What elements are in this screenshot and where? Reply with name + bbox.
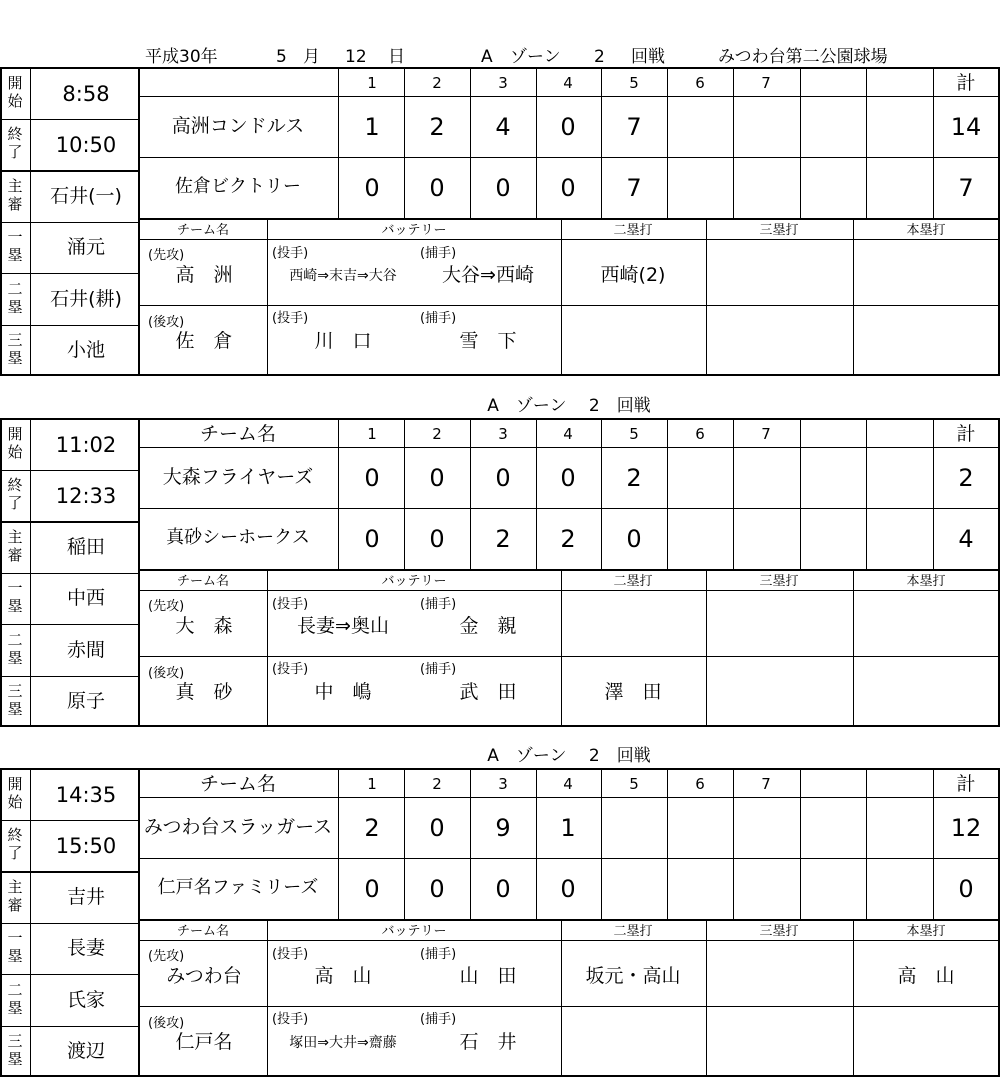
team-2-inning-1-score: 0 <box>364 875 380 903</box>
inning-3-header: 3 <box>498 425 508 443</box>
row-divider <box>140 157 999 158</box>
column-divider <box>338 418 339 570</box>
details-battery-header: バッテリー <box>381 223 447 238</box>
team-2-total: 4 <box>958 525 974 553</box>
second-base-umpire-name: 赤間 <box>66 639 106 661</box>
team-1-inning-4-score: 0 <box>560 113 576 141</box>
details-double-header: 二塁打 <box>613 574 653 589</box>
inning-7-header: 7 <box>761 74 771 92</box>
team-1-homeruns: 高 山 <box>897 965 955 987</box>
team-1-short-name: 高 洲 <box>175 264 233 286</box>
pitcher-label: (投手) <box>272 311 309 326</box>
row-divider <box>140 797 999 798</box>
column-divider <box>866 67 867 219</box>
row-divider <box>0 325 140 326</box>
inning-2-header: 2 <box>432 425 442 443</box>
inning-1-header: 1 <box>367 775 377 793</box>
row-divider <box>0 170 140 172</box>
top-label: (先攻) <box>148 248 185 263</box>
team-1-short-name: みつわ台 <box>166 965 242 987</box>
inning-3-header: 3 <box>498 775 508 793</box>
column-divider <box>853 219 854 375</box>
column-divider <box>267 570 268 726</box>
team-2-inning-2-score: 0 <box>429 875 445 903</box>
details-double-header: 二塁打 <box>613 223 653 238</box>
header-venue: みつわ台第二公園球場 <box>718 47 888 67</box>
catcher-label: (捕手) <box>420 311 457 326</box>
header-zone-label: ゾーン <box>510 47 561 67</box>
column-divider <box>733 768 734 920</box>
details-triple-header: 三塁打 <box>759 223 799 238</box>
top-label: (先攻) <box>148 599 185 614</box>
row-divider <box>0 624 140 625</box>
team-1-total: 14 <box>950 113 982 141</box>
team-2-inning-1-score: 0 <box>364 525 380 553</box>
end-label: 終了 <box>7 826 23 862</box>
team-2-pitcher: 川 口 <box>314 330 372 352</box>
inning-1-header: 1 <box>367 74 377 92</box>
column-divider <box>800 418 801 570</box>
score-header-total: 計 <box>956 72 976 94</box>
end-time: 15:50 <box>55 834 117 858</box>
first-base-umpire-label: 一塁 <box>7 929 23 965</box>
row-divider <box>140 218 999 220</box>
start-time: 8:58 <box>62 82 110 106</box>
column-divider <box>536 768 537 920</box>
third-base-umpire-label: 三塁 <box>7 682 23 718</box>
column-divider <box>470 768 471 920</box>
row-divider <box>0 676 140 677</box>
start-label: 開始 <box>7 425 23 461</box>
team-1-short-name: 大 森 <box>175 615 233 637</box>
third-base-umpire-name: 渡辺 <box>66 1040 106 1062</box>
team-1-name: 高洲コンドルス <box>171 115 305 137</box>
score-header-team-name: チーム名 <box>199 423 277 445</box>
column-divider <box>561 219 562 375</box>
team-2-catcher: 武 田 <box>459 681 517 703</box>
team-1-inning-1-score: 1 <box>364 113 380 141</box>
bottom-label: (後攻) <box>148 1016 185 1031</box>
score-header-total: 計 <box>956 773 976 795</box>
third-base-umpire-label: 三塁 <box>7 1032 23 1068</box>
chief-umpire-label: 主審 <box>7 878 23 914</box>
team-1-catcher: 大谷⇒西崎 <box>442 264 534 286</box>
team-2-short-name: 佐 倉 <box>175 330 233 352</box>
column-divider <box>800 768 801 920</box>
chief-umpire-label: 主審 <box>7 177 23 213</box>
inning-6-header: 6 <box>695 775 705 793</box>
column-divider <box>561 920 562 1076</box>
team-2-inning-4-score: 2 <box>560 525 576 553</box>
inning-1-header: 1 <box>367 425 377 443</box>
row-divider <box>140 656 999 657</box>
team-1-name: 大森フライヤーズ <box>162 466 314 488</box>
row-divider <box>140 305 999 306</box>
column-divider <box>667 768 668 920</box>
team-1-inning-1-score: 0 <box>364 464 380 492</box>
team-1-inning-4-score: 1 <box>560 814 576 842</box>
team-2-inning-3-score: 2 <box>495 525 511 553</box>
start-label: 開始 <box>7 775 23 811</box>
team-1-inning-5-score: 7 <box>626 113 642 141</box>
catcher-label: (捕手) <box>420 662 457 677</box>
row-divider <box>0 521 140 523</box>
column-divider <box>536 67 537 219</box>
team-2-inning-4-score: 0 <box>560 174 576 202</box>
column-divider <box>667 67 668 219</box>
team-1-inning-3-score: 0 <box>495 464 511 492</box>
catcher-label: (捕手) <box>420 597 457 612</box>
column-divider <box>601 67 602 219</box>
row-divider <box>0 470 140 471</box>
pitcher-label: (投手) <box>272 1012 309 1027</box>
column-divider <box>601 418 602 570</box>
inning-6-header: 6 <box>695 425 705 443</box>
team-1-inning-4-score: 0 <box>560 464 576 492</box>
column-divider <box>267 920 268 1076</box>
column-divider <box>404 67 405 219</box>
catcher-label: (捕手) <box>420 246 457 261</box>
column-divider <box>536 418 537 570</box>
details-double-header: 二塁打 <box>613 924 653 939</box>
team-2-inning-5-score: 7 <box>626 174 642 202</box>
bottom-label: (後攻) <box>148 666 185 681</box>
details-team-name-header: チーム名 <box>176 574 230 589</box>
catcher-label: (捕手) <box>420 947 457 962</box>
third-base-umpire-label: 三塁 <box>7 331 23 367</box>
row-divider <box>0 573 140 574</box>
first-base-umpire-name: 長妻 <box>66 937 106 959</box>
end-label: 終了 <box>7 476 23 512</box>
column-divider <box>404 418 405 570</box>
team-2-pitcher: 塚田⇒大井⇒齋藤 <box>289 1035 397 1051</box>
details-triple-header: 三塁打 <box>759 924 799 939</box>
column-divider <box>667 418 668 570</box>
inning-2-header: 2 <box>432 74 442 92</box>
inning-5-header: 5 <box>629 775 639 793</box>
score-header-total: 計 <box>956 423 976 445</box>
team-1-inning-3-score: 9 <box>495 814 511 842</box>
column-divider <box>470 418 471 570</box>
header-era-year: 平成30年 <box>145 47 218 67</box>
column-divider <box>800 67 801 219</box>
score-header-team-name: チーム名 <box>199 773 277 795</box>
column-divider <box>338 768 339 920</box>
pitcher-label: (投手) <box>272 246 309 261</box>
row-divider <box>140 940 999 941</box>
chief-umpire-name: 石井(一) <box>50 185 122 207</box>
top-label: (先攻) <box>148 949 185 964</box>
header-round-number: 2 <box>594 47 605 67</box>
second-base-umpire-name: 氏家 <box>66 989 106 1011</box>
column-divider <box>706 219 707 375</box>
inning-4-header: 4 <box>563 775 573 793</box>
chief-umpire-name: 吉井 <box>66 886 106 908</box>
start-time: 11:02 <box>55 433 117 457</box>
bottom-label: (後攻) <box>148 315 185 330</box>
second-base-umpire-label: 二塁 <box>7 280 23 316</box>
row-divider <box>0 871 140 873</box>
details-battery-header: バッテリー <box>381 924 447 939</box>
header-month: 5 <box>276 47 287 67</box>
column-divider <box>733 67 734 219</box>
team-1-catcher: 金 親 <box>459 615 517 637</box>
team-2-inning-1-score: 0 <box>364 174 380 202</box>
team-2-doubles: 澤 田 <box>604 681 662 703</box>
team-2-inning-3-score: 0 <box>495 875 511 903</box>
chief-umpire-label: 主審 <box>7 528 23 564</box>
inning-7-header: 7 <box>761 775 771 793</box>
inning-7-header: 7 <box>761 425 771 443</box>
first-base-umpire-name: 中西 <box>66 587 106 609</box>
inning-6-header: 6 <box>695 74 705 92</box>
team-2-inning-3-score: 0 <box>495 174 511 202</box>
column-divider <box>470 67 471 219</box>
team-1-inning-3-score: 4 <box>495 113 511 141</box>
row-divider <box>140 569 999 571</box>
row-divider <box>140 508 999 509</box>
third-base-umpire-name: 原子 <box>66 690 106 712</box>
team-2-inning-2-score: 0 <box>429 525 445 553</box>
team-1-pitcher: 長妻⇒奥山 <box>297 615 389 637</box>
inning-2-header: 2 <box>432 775 442 793</box>
column-divider <box>933 768 934 920</box>
team-1-inning-2-score: 0 <box>429 814 445 842</box>
team-1-inning-2-score: 0 <box>429 464 445 492</box>
inning-4-header: 4 <box>563 425 573 443</box>
header-day: 12 <box>345 47 367 67</box>
column-divider <box>853 920 854 1076</box>
game-subheader: A ゾーン 2 回戦 <box>487 396 651 416</box>
team-2-catcher: 雪 下 <box>459 330 517 352</box>
column-divider <box>706 920 707 1076</box>
inning-3-header: 3 <box>498 74 508 92</box>
team-2-inning-4-score: 0 <box>560 875 576 903</box>
details-homerun-header: 本塁打 <box>906 223 946 238</box>
row-divider <box>0 974 140 975</box>
team-1-doubles: 坂元・高山 <box>585 965 681 987</box>
team-1-name: みつわ台スラッガース <box>143 816 333 838</box>
team-1-inning-2-score: 2 <box>429 113 445 141</box>
team-1-inning-5-score: 2 <box>626 464 642 492</box>
row-divider <box>0 820 140 821</box>
team-2-inning-2-score: 0 <box>429 174 445 202</box>
team-1-catcher: 山 田 <box>459 965 517 987</box>
details-triple-header: 三塁打 <box>759 574 799 589</box>
column-divider <box>561 570 562 726</box>
row-divider <box>0 273 140 274</box>
chief-umpire-name: 稲田 <box>66 536 106 558</box>
column-divider <box>933 67 934 219</box>
column-divider <box>706 570 707 726</box>
details-homerun-header: 本塁打 <box>906 924 946 939</box>
pitcher-label: (投手) <box>272 662 309 677</box>
row-divider <box>0 119 140 120</box>
team-2-name: 佐倉ビクトリー <box>175 176 301 197</box>
second-base-umpire-name: 石井(耕) <box>50 288 122 310</box>
column-divider <box>601 768 602 920</box>
header-round-label: 回戦 <box>631 47 665 67</box>
team-1-total: 12 <box>950 814 982 842</box>
row-divider <box>0 923 140 924</box>
team-2-inning-5-score: 0 <box>626 525 642 553</box>
details-battery-header: バッテリー <box>381 574 447 589</box>
header-zone: A <box>481 47 493 67</box>
first-base-umpire-label: 一塁 <box>7 228 23 264</box>
pitcher-label: (投手) <box>272 597 309 612</box>
second-base-umpire-label: 二塁 <box>7 981 23 1017</box>
pitcher-label: (投手) <box>272 947 309 962</box>
team-1-pitcher: 高 山 <box>314 965 372 987</box>
catcher-label: (捕手) <box>420 1012 457 1027</box>
start-label: 開始 <box>7 74 23 110</box>
second-base-umpire-label: 二塁 <box>7 631 23 667</box>
end-time: 12:33 <box>55 484 117 508</box>
row-divider <box>140 919 999 921</box>
team-2-name: 真砂シーホークス <box>166 527 310 548</box>
row-divider <box>140 96 999 97</box>
details-team-name-header: チーム名 <box>176 223 230 238</box>
row-divider <box>140 1006 999 1007</box>
team-1-inning-1-score: 2 <box>364 814 380 842</box>
column-divider <box>267 219 268 375</box>
column-divider <box>866 418 867 570</box>
end-time: 10:50 <box>55 133 117 157</box>
row-divider <box>140 590 999 591</box>
column-divider <box>404 768 405 920</box>
first-base-umpire-label: 一塁 <box>7 579 23 615</box>
third-base-umpire-name: 小池 <box>66 339 106 361</box>
header-month-label: 月 <box>303 47 320 67</box>
details-team-name-header: チーム名 <box>176 924 230 939</box>
column-divider <box>733 418 734 570</box>
team-2-short-name: 仁戸名 <box>175 1031 233 1053</box>
team-2-total: 0 <box>958 875 974 903</box>
column-divider <box>933 418 934 570</box>
team-1-pitcher: 西崎⇒末吉⇒大谷 <box>289 268 397 284</box>
header-day-label: 日 <box>388 47 405 67</box>
row-divider <box>140 447 999 448</box>
column-divider <box>853 570 854 726</box>
inning-4-header: 4 <box>563 74 573 92</box>
details-homerun-header: 本塁打 <box>906 574 946 589</box>
team-2-name: 仁戸名ファミリーズ <box>157 877 319 898</box>
team-2-short-name: 真 砂 <box>175 681 233 703</box>
team-1-total: 2 <box>958 464 974 492</box>
row-divider <box>140 239 999 240</box>
game-subheader: A ゾーン 2 回戦 <box>487 746 651 766</box>
first-base-umpire-name: 涌元 <box>66 236 106 258</box>
inning-5-header: 5 <box>629 425 639 443</box>
inning-5-header: 5 <box>629 74 639 92</box>
column-divider <box>866 768 867 920</box>
row-divider <box>0 1026 140 1027</box>
start-time: 14:35 <box>55 783 117 807</box>
column-divider <box>338 67 339 219</box>
team-2-total: 7 <box>958 174 974 202</box>
end-label: 終了 <box>7 125 23 161</box>
row-divider <box>140 858 999 859</box>
team-1-doubles: 西崎(2) <box>600 264 666 286</box>
team-2-catcher: 石 井 <box>459 1031 517 1053</box>
team-2-pitcher: 中 嶋 <box>314 681 372 703</box>
row-divider <box>0 222 140 223</box>
